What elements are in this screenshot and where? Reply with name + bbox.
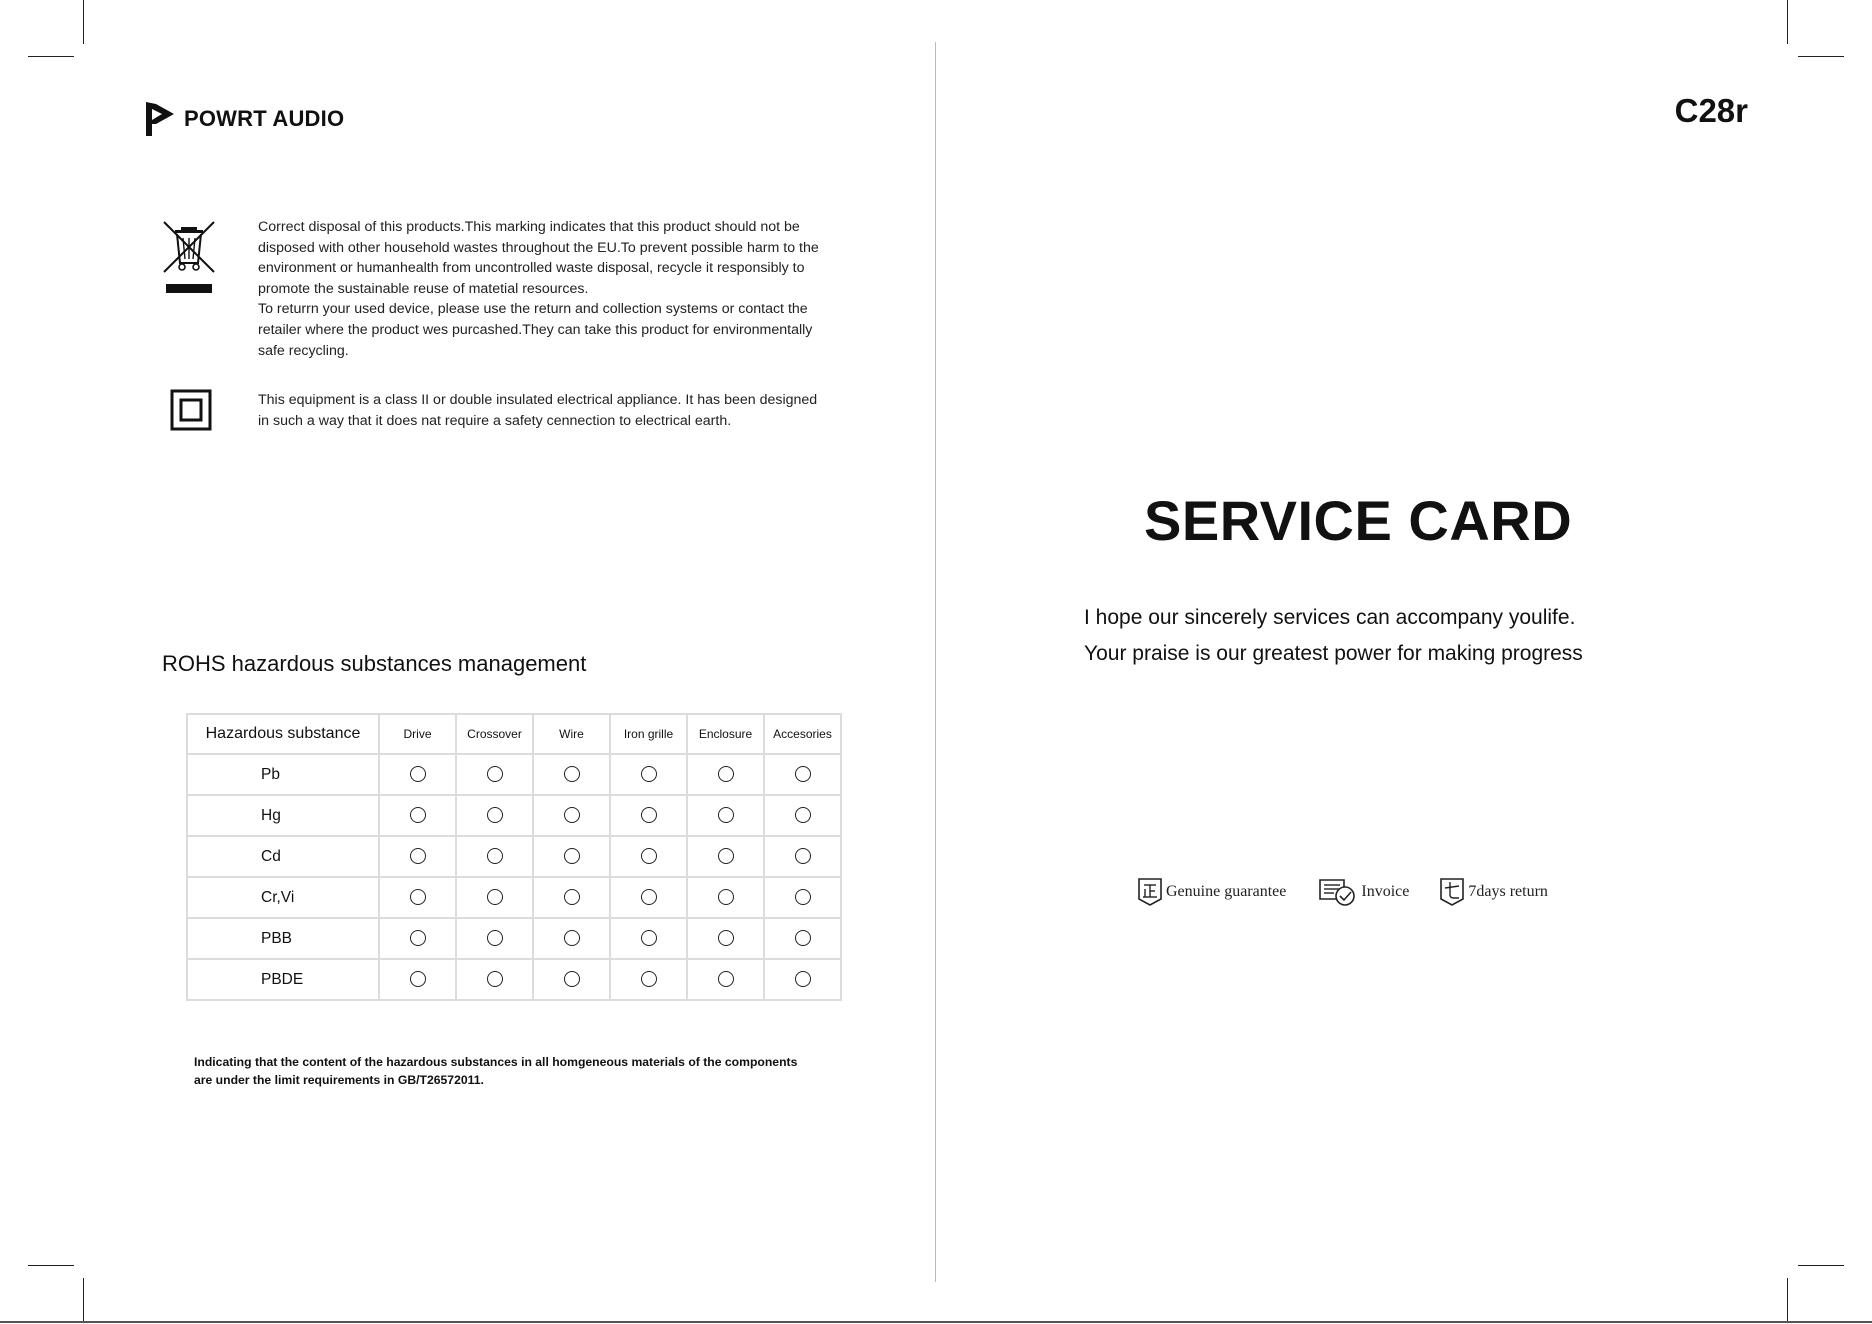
compliance-cell (610, 877, 687, 918)
circle-mark-icon (718, 766, 734, 782)
compliance-cell (764, 959, 841, 1000)
badge-label: Invoice (1361, 883, 1410, 900)
compliance-cell (687, 959, 764, 1000)
circle-mark-icon (795, 848, 811, 864)
compliance-cell (533, 877, 610, 918)
circle-mark-icon (795, 766, 811, 782)
column-header: Crossover (456, 714, 533, 754)
badge-invoice (1318, 877, 1409, 907)
table-row (187, 754, 841, 795)
substance-cell: PBB (187, 918, 379, 959)
compliance-cell (379, 959, 456, 1000)
disposal-line: To returrn your used device, please use the return and collection systems or contact the (258, 301, 808, 318)
compliance-cell (379, 918, 456, 959)
substance-cell: Pb (187, 754, 379, 795)
compliance-cell (687, 754, 764, 795)
circle-mark-icon (641, 971, 657, 987)
substance-cell: Cd (187, 836, 379, 877)
circle-mark-icon (487, 930, 503, 946)
compliance-cell (533, 836, 610, 877)
brand-logo (142, 100, 344, 138)
disposal-line: promote the sustainable reuse of matetial resources. (258, 280, 589, 297)
compliance-cell (379, 877, 456, 918)
substance-cell: PBDE (187, 959, 379, 1000)
rohs-note (194, 1053, 854, 1089)
crop-mark (1787, 0, 1788, 44)
table-row (187, 836, 841, 877)
disposal-line: retailer where the product wes purcashed.They can take this product for environmentally (258, 321, 813, 338)
badge-label: Genuine guarantee (1166, 883, 1287, 900)
class-ii-notice (258, 390, 868, 431)
compliance-cell (456, 795, 533, 836)
circle-mark-icon (564, 848, 580, 864)
table-row (187, 959, 841, 1000)
circle-mark-icon (487, 971, 503, 987)
genuine-shield-icon (1137, 877, 1163, 907)
circle-mark-icon (487, 848, 503, 864)
circle-mark-icon (795, 971, 811, 987)
circle-mark-icon (410, 766, 426, 782)
compliance-cell (456, 959, 533, 1000)
crop-mark (1787, 1278, 1788, 1322)
disposal-notice (258, 217, 858, 361)
crop-mark (1798, 1265, 1844, 1266)
compliance-cell (533, 795, 610, 836)
compliance-cell (687, 918, 764, 959)
circle-mark-icon (410, 889, 426, 905)
circle-mark-icon (410, 930, 426, 946)
brand-name: POWRT AUDIO (184, 106, 345, 131)
class-ii-double-insulation-icon (170, 389, 212, 436)
badge-7days-return (1439, 877, 1548, 907)
circle-mark-icon (641, 848, 657, 864)
service-slogan-line: I hope our sincerely services can accompany youlife. (1084, 606, 1576, 629)
circle-mark-icon (487, 889, 503, 905)
crop-mark (28, 1265, 74, 1266)
compliance-cell (687, 795, 764, 836)
compliance-cell (610, 918, 687, 959)
compliance-cell (379, 836, 456, 877)
rohs-title: ROHS hazardous substances management (162, 651, 587, 676)
substance-cell: Hg (187, 795, 379, 836)
circle-mark-icon (718, 889, 734, 905)
compliance-cell (610, 754, 687, 795)
rohs-note-line: are under the limit requirements in GB/T26572011. (194, 1073, 484, 1087)
circle-mark-icon (564, 930, 580, 946)
rohs-header-row (187, 714, 841, 754)
circle-mark-icon (795, 930, 811, 946)
column-header: Iron grille (610, 714, 687, 754)
seven-days-shield-icon (1439, 877, 1465, 907)
compliance-cell (610, 959, 687, 1000)
column-header: Drive (379, 714, 456, 754)
circle-mark-icon (564, 889, 580, 905)
crop-mark (1798, 56, 1844, 57)
circle-mark-icon (564, 807, 580, 823)
class-ii-line: This equipment is a class II or double insulated electrical appliance. It has been designed (258, 392, 818, 408)
table-row (187, 877, 841, 918)
circle-mark-icon (564, 971, 580, 987)
circle-mark-icon (795, 889, 811, 905)
column-header: Wire (533, 714, 610, 754)
circle-mark-icon (641, 766, 657, 782)
column-header: Hazardous substance (187, 714, 379, 754)
compliance-cell (764, 918, 841, 959)
disposal-line: Correct disposal of this products.This marking indicates that this product should not be (258, 219, 800, 235)
badge-genuine-guarantee (1137, 877, 1286, 907)
circle-mark-icon (564, 766, 580, 782)
compliance-cell (456, 836, 533, 877)
invoice-check-icon (1318, 877, 1358, 907)
compliance-cell (687, 877, 764, 918)
compliance-cell (764, 754, 841, 795)
bottom-edge-line (0, 1321, 1872, 1323)
badge-label: 7days return (1468, 883, 1548, 900)
page-fold-line (935, 42, 936, 1282)
disposal-line: safe recycling. (258, 342, 349, 359)
circle-mark-icon (641, 889, 657, 905)
powrt-p-logo-icon (142, 100, 178, 138)
circle-mark-icon (718, 930, 734, 946)
crop-mark (83, 0, 84, 44)
circle-mark-icon (718, 848, 734, 864)
compliance-cell (379, 795, 456, 836)
circle-mark-icon (487, 766, 503, 782)
compliance-cell (687, 836, 764, 877)
disposal-line: environment or humanhealth from uncontrolled waste disposal, recycle it responsibly to (258, 260, 805, 277)
substance-cell: Cr,Vi (187, 877, 379, 918)
compliance-cell (533, 754, 610, 795)
model-number: C28r (1674, 92, 1748, 129)
table-row (187, 918, 841, 959)
compliance-cell (764, 795, 841, 836)
circle-mark-icon (410, 848, 426, 864)
circle-mark-icon (718, 971, 734, 987)
column-header: Enclosure (687, 714, 764, 754)
service-card-title: SERVICE CARD (1144, 489, 1573, 552)
circle-mark-icon (795, 807, 811, 823)
compliance-cell (456, 918, 533, 959)
circle-mark-icon (487, 807, 503, 823)
compliance-cell (456, 877, 533, 918)
column-header: Accesories (764, 714, 841, 754)
compliance-cell (533, 918, 610, 959)
compliance-cell (379, 754, 456, 795)
crop-mark (28, 56, 74, 57)
compliance-cell (533, 959, 610, 1000)
disposal-line: disposed with other household wastes throughout the EU.To prevent possible harm to the (258, 239, 819, 256)
class-ii-line: in such a way that it does nat require a safety cennection to electrical earth. (258, 412, 732, 429)
circle-mark-icon (641, 807, 657, 823)
circle-mark-icon (718, 807, 734, 823)
rohs-table (186, 713, 842, 1001)
service-badges (1137, 877, 1548, 907)
service-slogan-line: Your praise is our greatest power for making progress (1084, 642, 1583, 665)
compliance-cell (610, 836, 687, 877)
compliance-cell (610, 795, 687, 836)
rohs-note-line: Indicating that the content of the hazardous substances in all homgeneous materials of the components (194, 1055, 798, 1069)
circle-mark-icon (641, 930, 657, 946)
compliance-cell (764, 836, 841, 877)
circle-mark-icon (410, 807, 426, 823)
circle-mark-icon (410, 971, 426, 987)
weee-crossed-bin-icon (160, 218, 218, 299)
compliance-cell (764, 877, 841, 918)
compliance-cell (456, 754, 533, 795)
crop-mark (83, 1278, 84, 1322)
table-row (187, 795, 841, 836)
